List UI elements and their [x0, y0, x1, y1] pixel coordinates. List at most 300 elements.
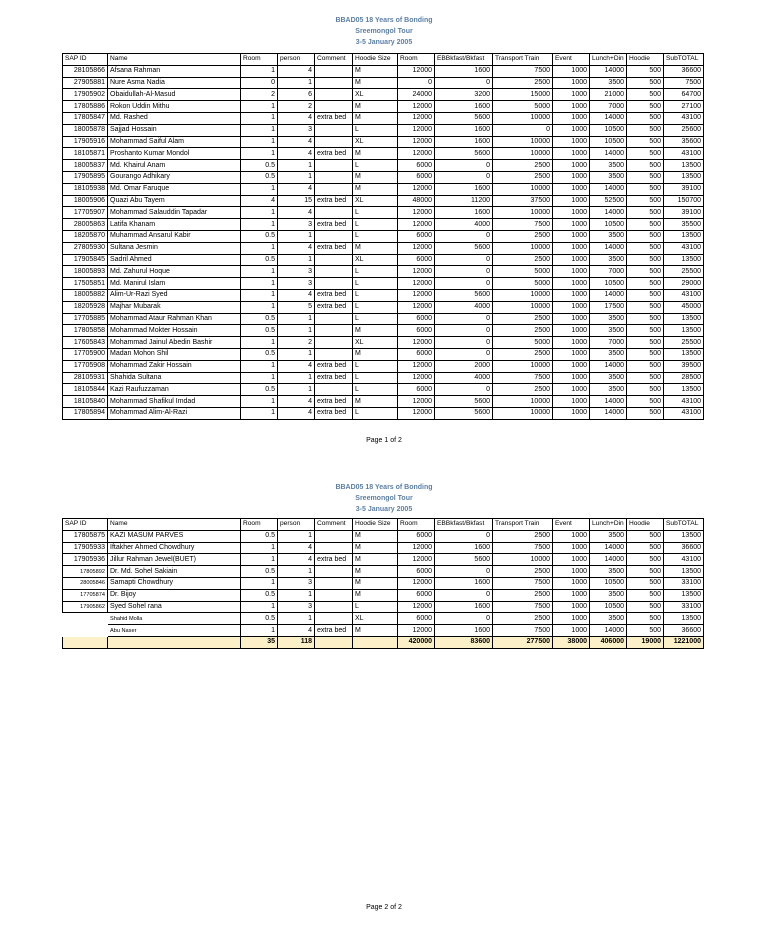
cell-0: 18005837: [63, 160, 108, 172]
cell-4: extra bed: [315, 625, 353, 637]
cell-2: 1: [241, 148, 278, 160]
cell-6: 12000: [398, 219, 435, 231]
table-row: [63, 577, 704, 589]
cell-6: 12000: [398, 407, 435, 419]
cell-8: 10000: [493, 242, 553, 254]
doc-dates: 3-5 January 2005: [355, 39, 413, 46]
cell-10: 14000: [590, 554, 627, 566]
cell-11: 500: [627, 207, 664, 219]
cell-0: 18005878: [63, 124, 108, 136]
cell-12: 28500: [664, 372, 704, 384]
cell-10: 3500: [590, 589, 627, 601]
cell-8: Transport Train: [493, 519, 553, 531]
cell-3: 4: [278, 542, 315, 554]
cell-11: 500: [627, 301, 664, 313]
cell-12: 45000: [664, 301, 704, 313]
cell-10: 10500: [590, 219, 627, 231]
table-row: [63, 325, 704, 337]
cell-10: 10500: [590, 577, 627, 589]
cell-3: 4: [278, 65, 315, 77]
cell-5: M: [353, 171, 398, 183]
cell-4: [315, 207, 353, 219]
cell-6: 6000: [398, 230, 435, 242]
cell-11: 500: [627, 337, 664, 349]
cell-10: 14000: [590, 289, 627, 301]
cell-8: 2500: [493, 530, 553, 542]
cell-12: 1221000: [664, 636, 704, 648]
cell-0: 27905881: [63, 77, 108, 89]
cell-10: 10500: [590, 278, 627, 290]
cell-11: 500: [627, 89, 664, 101]
table-row: [63, 384, 704, 396]
cell-12: 36600: [664, 542, 704, 554]
cell-10: 7000: [590, 266, 627, 278]
cell-2: 0: [241, 77, 278, 89]
cell-12: 150700: [664, 195, 704, 207]
cell-9: 1000: [553, 396, 590, 408]
cell-2: 0.5: [241, 160, 278, 172]
table-row: [63, 171, 704, 183]
cell-10: 406000: [590, 636, 627, 648]
cell-6: 12000: [398, 577, 435, 589]
cell-8: 15000: [493, 89, 553, 101]
cell-12: 64700: [664, 89, 704, 101]
table-row: [63, 242, 704, 254]
cell-8: 10000: [493, 136, 553, 148]
cell-9: 1000: [553, 207, 590, 219]
cell-10: 14000: [590, 407, 627, 419]
cell-6: 6000: [398, 325, 435, 337]
cell-5: XL: [353, 337, 398, 349]
cell-12: 13500: [664, 348, 704, 360]
cell-2: 1: [241, 360, 278, 372]
cell-9: 1000: [553, 230, 590, 242]
cell-4: [315, 577, 353, 589]
cell-12: 35600: [664, 136, 704, 148]
cell-6: 12000: [398, 289, 435, 301]
cell-2: 1: [241, 372, 278, 384]
cell-3: 1: [278, 589, 315, 601]
cell-10: 17500: [590, 301, 627, 313]
table-row: [63, 160, 704, 172]
cell-3: 15: [278, 195, 315, 207]
cell-3: 2: [278, 101, 315, 113]
cell-6: 12000: [398, 242, 435, 254]
cell-7: 0: [435, 348, 493, 360]
table-row: [63, 601, 704, 613]
table-row: [63, 101, 704, 113]
cell-10: 14000: [590, 112, 627, 124]
cell-8: 2500: [493, 348, 553, 360]
cell-6: 12000: [398, 124, 435, 136]
cell-0: 28005863: [63, 219, 108, 231]
cell-2: Room: [241, 54, 278, 66]
cell-0: 17905902: [63, 89, 108, 101]
cell-0: 18205928: [63, 301, 108, 313]
table-row: [63, 77, 704, 89]
cell-5: M: [353, 530, 398, 542]
cell-12: SubTOTAL: [664, 54, 704, 66]
cell-9: 1000: [553, 171, 590, 183]
cell-1: Mohammad Salauddin Tapadar: [108, 207, 241, 219]
cell-0: [63, 636, 108, 648]
cell-11: 500: [627, 112, 664, 124]
cell-10: 14000: [590, 396, 627, 408]
cell-3: 4: [278, 112, 315, 124]
cell-12: 13500: [664, 325, 704, 337]
cell-10: 52500: [590, 195, 627, 207]
cell-3: 4: [278, 183, 315, 195]
cell-8: 7500: [493, 542, 553, 554]
table-row: [63, 289, 704, 301]
cell-5: L: [353, 601, 398, 613]
cell-1: Md. Omar Faruque: [108, 183, 241, 195]
cell-5: Hoodie Size: [353, 519, 398, 531]
cell-8: 7500: [493, 577, 553, 589]
cell-5: M: [353, 577, 398, 589]
cell-1: Sadril Ahmed: [108, 254, 241, 266]
cell-8: 5000: [493, 101, 553, 113]
cell-3: 1: [278, 313, 315, 325]
cell-6: 6000: [398, 384, 435, 396]
cell-4: extra bed: [315, 407, 353, 419]
cell-3: 6: [278, 89, 315, 101]
cell-4: [315, 313, 353, 325]
cell-1: [108, 636, 241, 648]
cell-12: 13500: [664, 530, 704, 542]
cell-3: 1: [278, 160, 315, 172]
cell-12: 13500: [664, 613, 704, 625]
cell-2: 1: [241, 396, 278, 408]
cell-11: 500: [627, 183, 664, 195]
cell-1: Syed Sohel rana: [108, 601, 241, 613]
cell-1: Mohammad Jainul Abedin Bashir: [108, 337, 241, 349]
cell-12: 13500: [664, 171, 704, 183]
cell-7: 0: [435, 254, 493, 266]
cell-6: 12000: [398, 337, 435, 349]
cell-7: 0: [435, 325, 493, 337]
cell-10: 14000: [590, 242, 627, 254]
cell-0: 18105938: [63, 183, 108, 195]
cell-7: 0: [435, 230, 493, 242]
table-row: [63, 148, 704, 160]
cell-7: 5600: [435, 554, 493, 566]
cell-2: 1: [241, 289, 278, 301]
cell-0: [63, 625, 108, 637]
table-row: [63, 566, 704, 578]
cell-4: [315, 589, 353, 601]
cell-11: 500: [627, 589, 664, 601]
cell-11: 500: [627, 136, 664, 148]
cell-12: 43100: [664, 112, 704, 124]
cell-8: 2500: [493, 589, 553, 601]
cell-11: 500: [627, 396, 664, 408]
cell-3: 4: [278, 396, 315, 408]
cell-0: 28105931: [63, 372, 108, 384]
cell-0: SAP ID: [63, 519, 108, 531]
cell-6: 12000: [398, 554, 435, 566]
cell-2: 1: [241, 577, 278, 589]
cell-4: [315, 124, 353, 136]
cell-4: [315, 337, 353, 349]
cell-10: 14000: [590, 183, 627, 195]
cell-11: 500: [627, 289, 664, 301]
cell-9: 1000: [553, 407, 590, 419]
cell-5: L: [353, 278, 398, 290]
cell-4: extra bed: [315, 554, 353, 566]
cell-7: 5600: [435, 407, 493, 419]
cell-12: 13500: [664, 254, 704, 266]
cell-11: 500: [627, 266, 664, 278]
cell-3: 1: [278, 566, 315, 578]
cell-1: Dr. Bijoy: [108, 589, 241, 601]
cell-8: 7500: [493, 65, 553, 77]
cell-1: Md. Khairul Anam: [108, 160, 241, 172]
table-row: [63, 360, 704, 372]
cell-0: 17705907: [63, 207, 108, 219]
cell-10: 3500: [590, 566, 627, 578]
cell-12: 39500: [664, 360, 704, 372]
cell-8: 2500: [493, 313, 553, 325]
cell-11: 500: [627, 554, 664, 566]
cell-2: 1: [241, 65, 278, 77]
cell-3: 4: [278, 554, 315, 566]
cell-10: 14000: [590, 65, 627, 77]
cell-11: 500: [627, 313, 664, 325]
table-row: [63, 396, 704, 408]
cell-1: Mohammad Saiful Alam: [108, 136, 241, 148]
cell-0: 17905895: [63, 171, 108, 183]
cell-11: 500: [627, 566, 664, 578]
cell-9: 1000: [553, 554, 590, 566]
page2-table: [62, 518, 704, 649]
cell-2: 0.5: [241, 230, 278, 242]
cell-11: 500: [627, 625, 664, 637]
cell-10: 7000: [590, 337, 627, 349]
cell-2: 1: [241, 124, 278, 136]
cell-6: 48000: [398, 195, 435, 207]
cell-6: 6000: [398, 160, 435, 172]
cell-4: extra bed: [315, 195, 353, 207]
cell-11: 500: [627, 254, 664, 266]
doc-dates: 3-5 January 2005: [355, 506, 413, 513]
cell-5: L: [353, 266, 398, 278]
cell-5: M: [353, 242, 398, 254]
cell-5: L: [353, 219, 398, 231]
cell-11: 500: [627, 325, 664, 337]
cell-4: extra bed: [315, 289, 353, 301]
cell-7: 11200: [435, 195, 493, 207]
table-row: [63, 89, 704, 101]
cell-7: 2000: [435, 360, 493, 372]
table-row: [63, 266, 704, 278]
cell-11: Hoodie: [627, 54, 664, 66]
cell-11: 500: [627, 65, 664, 77]
cell-1: Proshanto Kumar Mondol: [108, 148, 241, 160]
cell-5: L: [353, 372, 398, 384]
cell-9: 1000: [553, 101, 590, 113]
cell-6: 12000: [398, 625, 435, 637]
cell-0: 17905845: [63, 254, 108, 266]
cell-8: 277500: [493, 636, 553, 648]
cell-2: 0.5: [241, 530, 278, 542]
cell-7: 4000: [435, 219, 493, 231]
cell-6: 12000: [398, 148, 435, 160]
cell-1: Abu Naser: [108, 625, 241, 637]
cell-4: [315, 89, 353, 101]
cell-3: 1: [278, 372, 315, 384]
cell-6: 6000: [398, 348, 435, 360]
cell-9: 1000: [553, 301, 590, 313]
cell-7: 0: [435, 160, 493, 172]
cell-1: Md. Zahurul Hoque: [108, 266, 241, 278]
cell-9: 1000: [553, 530, 590, 542]
cell-2: 1: [241, 278, 278, 290]
cell-7: 1600: [435, 207, 493, 219]
cell-6: Room: [398, 54, 435, 66]
cell-5: M: [353, 566, 398, 578]
cell-6: 6000: [398, 254, 435, 266]
cell-3: 1: [278, 384, 315, 396]
cell-4: extra bed: [315, 360, 353, 372]
cell-1: Mohammad Zakir Hossain: [108, 360, 241, 372]
cell-1: Alim-Ur-Razi Syed: [108, 289, 241, 301]
cell-2: 0.5: [241, 348, 278, 360]
cell-8: 7500: [493, 601, 553, 613]
cell-5: M: [353, 183, 398, 195]
cell-4: Comment: [315, 519, 353, 531]
cell-3: 4: [278, 207, 315, 219]
cell-10: 3500: [590, 530, 627, 542]
cell-3: 4: [278, 136, 315, 148]
table-row: [63, 613, 704, 625]
cell-11: 500: [627, 348, 664, 360]
cell-2: 0.5: [241, 325, 278, 337]
cell-8: 10000: [493, 360, 553, 372]
cell-1: Gourango Adhikary: [108, 171, 241, 183]
cell-1: Obaidullah-Al-Masud: [108, 89, 241, 101]
cell-5: L: [353, 160, 398, 172]
cell-0: 18005906: [63, 195, 108, 207]
table-row: [63, 348, 704, 360]
cell-3: person: [278, 519, 315, 531]
cell-11: 500: [627, 171, 664, 183]
cell-2: 1: [241, 266, 278, 278]
table-row: [63, 124, 704, 136]
cell-6: 12000: [398, 601, 435, 613]
cell-3: 4: [278, 407, 315, 419]
cell-5: [353, 636, 398, 648]
cell-1: KAZI MASUM PARVES: [108, 530, 241, 542]
cell-6: 6000: [398, 589, 435, 601]
cell-11: 500: [627, 195, 664, 207]
cell-11: 500: [627, 242, 664, 254]
cell-12: SubTOTAL: [664, 519, 704, 531]
cell-5: XL: [353, 613, 398, 625]
cell-8: 2500: [493, 384, 553, 396]
cell-9: 1000: [553, 360, 590, 372]
cell-1: Latifa Khanam: [108, 219, 241, 231]
cell-8: 5000: [493, 266, 553, 278]
cell-2: 1: [241, 136, 278, 148]
cell-2: 1: [241, 301, 278, 313]
cell-2: 2: [241, 89, 278, 101]
cell-12: 43100: [664, 242, 704, 254]
cell-0: 17805875: [63, 530, 108, 542]
cell-3: 4: [278, 242, 315, 254]
cell-11: 500: [627, 407, 664, 419]
cell-0: 17805894: [63, 407, 108, 419]
cell-7: 0: [435, 384, 493, 396]
cell-1: Shahid Molla: [108, 613, 241, 625]
cell-7: 5600: [435, 242, 493, 254]
cell-3: 4: [278, 360, 315, 372]
cell-7: 5600: [435, 396, 493, 408]
cell-0: 18105844: [63, 384, 108, 396]
cell-8: 10000: [493, 554, 553, 566]
cell-10: 3500: [590, 348, 627, 360]
cell-7: 0: [435, 278, 493, 290]
cell-11: 500: [627, 219, 664, 231]
cell-1: Madan Mohon Shil: [108, 348, 241, 360]
cell-12: 43100: [664, 289, 704, 301]
cell-0: 18005893: [63, 266, 108, 278]
cell-0: 17805886: [63, 101, 108, 113]
cell-3: 2: [278, 337, 315, 349]
table-row: [63, 219, 704, 231]
cell-12: 39100: [664, 207, 704, 219]
cell-4: [315, 136, 353, 148]
cell-2: 1: [241, 101, 278, 113]
table-row: [63, 278, 704, 290]
cell-1: Afsana Rahman: [108, 65, 241, 77]
cell-7: 4000: [435, 301, 493, 313]
cell-7: 83600: [435, 636, 493, 648]
cell-11: 500: [627, 101, 664, 113]
page1-table: [62, 53, 704, 420]
cell-7: 1600: [435, 101, 493, 113]
doc-subtitle: Sreemongol Tour: [355, 495, 413, 502]
cell-3: 3: [278, 124, 315, 136]
cell-0: 17905933: [63, 542, 108, 554]
cell-7: 0: [435, 589, 493, 601]
cell-5: M: [353, 348, 398, 360]
cell-1: Name: [108, 54, 241, 66]
cell-1: Mohammad Ataur Rahman Khan: [108, 313, 241, 325]
table-row: [63, 301, 704, 313]
cell-2: 0.5: [241, 254, 278, 266]
cell-4: [315, 230, 353, 242]
cell-8: 10000: [493, 207, 553, 219]
table-row: [63, 313, 704, 325]
cell-11: 500: [627, 601, 664, 613]
cell-11: 500: [627, 577, 664, 589]
cell-5: M: [353, 396, 398, 408]
cell-12: 33100: [664, 577, 704, 589]
page2-header: [0, 482, 768, 515]
cell-4: extra bed: [315, 219, 353, 231]
cell-9: 1000: [553, 613, 590, 625]
cell-3: 5: [278, 301, 315, 313]
cell-1: Mohammad Alim-Al-Razi: [108, 407, 241, 419]
cell-10: 3500: [590, 313, 627, 325]
cell-9: 1000: [553, 136, 590, 148]
cell-9: Event: [553, 54, 590, 66]
cell-7: 3200: [435, 89, 493, 101]
cell-10: 10500: [590, 136, 627, 148]
cell-2: 35: [241, 636, 278, 648]
doc-title: BBAD05 18 Years of Bonding: [335, 17, 433, 24]
